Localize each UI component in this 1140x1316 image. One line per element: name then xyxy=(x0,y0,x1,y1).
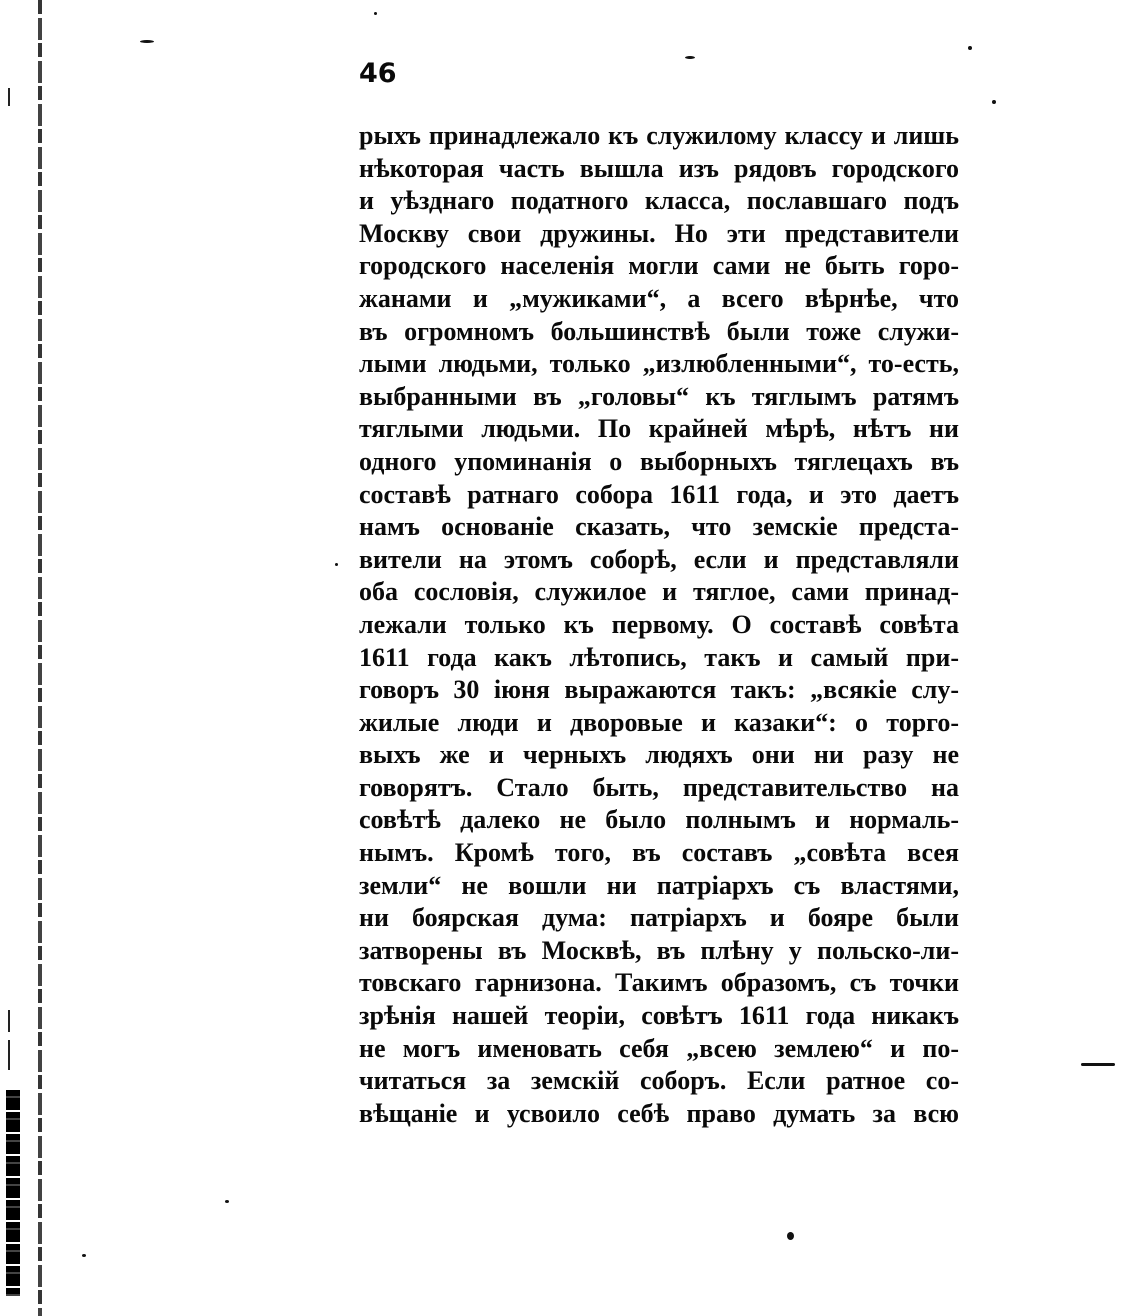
scan-speck xyxy=(787,1232,794,1240)
scan-speck xyxy=(374,12,377,15)
text-line: лыми людьми, только „излюбленными“, то-есть, xyxy=(359,349,959,379)
text-line: одного упоминанія о выборныхъ тяглецахъ въ xyxy=(359,446,959,476)
text-line: затворены въ Москвѣ, въ плѣну у польско-ли- xyxy=(359,935,959,965)
scan-speck xyxy=(82,1254,86,1257)
text-line: совѣтѣ далеко не было полнымъ и нормаль- xyxy=(359,805,959,835)
body-text xyxy=(359,120,959,1130)
binding-dark-strip xyxy=(6,1090,20,1296)
text-line: читаться за земскій соборъ. Если ратное со- xyxy=(359,1066,959,1096)
text-line: составѣ ратнаго собора 1611 года, и это даетъ xyxy=(359,479,959,509)
text-line: лежали только къ первому. О составѣ совѣта xyxy=(359,609,959,639)
text-line: товскаго гарнизона. Такимъ образомъ, съ точки xyxy=(359,968,959,998)
text-line: жилые люди и дворовые и казаки“: о торго- xyxy=(359,707,959,737)
text-line: не могъ именовать себя „всею землею“ и по- xyxy=(359,1033,959,1063)
text-line: говорятъ. Стало быть, представительство на xyxy=(359,772,959,802)
scan-speck xyxy=(335,563,338,566)
binding-edge-shadow xyxy=(38,0,42,1316)
text-line: вѣщаніе и усвоило себѣ право думать за всю xyxy=(359,1098,959,1128)
margin-mark xyxy=(1081,1063,1115,1066)
binding-mark xyxy=(8,1010,10,1032)
text-line: оба сословія, служилое и тяглое, сами принад- xyxy=(359,577,959,607)
text-line: ни боярская дума: патріархъ и бояре были xyxy=(359,903,959,933)
text-line: намъ основаніе сказать, что земскіе предста- xyxy=(359,512,959,542)
page-number: 46 xyxy=(359,58,397,89)
text-line: 1611 года какъ лѣтопись, такъ и самый при- xyxy=(359,642,959,672)
binding-mark xyxy=(8,88,10,106)
text-line: нымъ. Кромѣ того, въ составъ „совѣта всея xyxy=(359,838,959,868)
text-line: выбранными въ „головы“ къ тяглымъ ратямъ xyxy=(359,381,959,411)
text-line: зрѣнія нашей теоріи, совѣтъ 1611 года никакъ xyxy=(359,1001,959,1031)
scan-speck xyxy=(685,56,695,59)
text-line: Москву свои дружины. Но эти представители xyxy=(359,218,959,248)
binding-mark xyxy=(8,1040,10,1070)
text-line: городского населенія могли сами не быть горо- xyxy=(359,251,959,281)
scan-speck xyxy=(968,46,972,50)
text-line: въ огромномъ большинствѣ были тоже служи- xyxy=(359,316,959,346)
text-line: выхъ же и черныхъ людяхъ они ни разу не xyxy=(359,740,959,770)
text-line: нѣкоторая часть вышла изъ рядовъ городского xyxy=(359,153,959,183)
text-line: и уѣзднаго податного класса, пославшаго подъ xyxy=(359,186,959,216)
text-line: жанами и „мужиками“, а всего вѣрнѣе, что xyxy=(359,283,959,313)
scan-speck xyxy=(140,40,154,43)
scan-speck xyxy=(992,100,996,104)
text-line: тяглыми людьми. По крайней мѣрѣ, нѣтъ ни xyxy=(359,414,959,444)
text-line: рыхъ принадлежало къ служилому классу и лишь xyxy=(359,121,959,150)
text-line: земли“ не вошли ни патріархъ съ властями, xyxy=(359,870,959,900)
scan-speck xyxy=(225,1200,229,1203)
text-line: вители на этомъ соборѣ, если и представляли xyxy=(359,544,959,574)
text-line: говоръ 30 іюня выражаются такъ: „всякіе слу- xyxy=(359,675,959,705)
